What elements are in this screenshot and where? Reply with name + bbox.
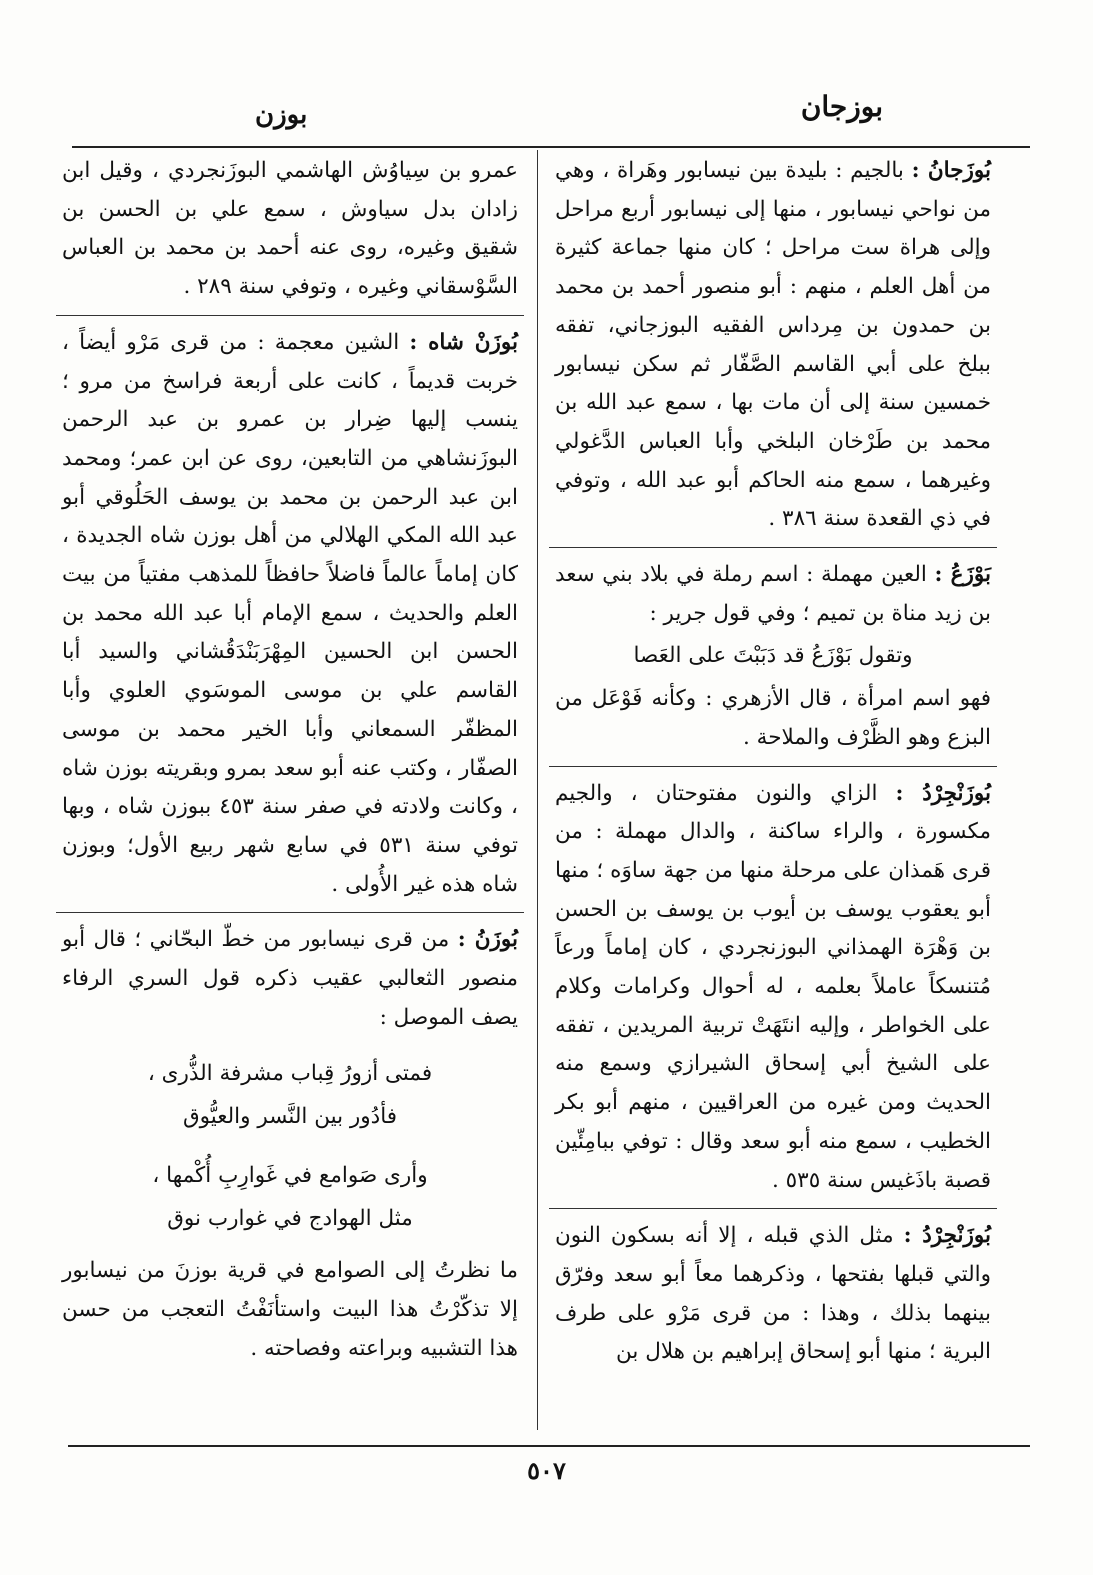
entry-buzanjird [555,775,991,1201]
entry-separator [549,547,997,548]
entry-text: الزاي والنون مفتوحتان ، والجيم مكسورة ، والراء ساكنة ، والدال مهملة : من قرى هَمذان على مرحلة منها من جهة ساوَه ؛ منها أبو يعقوب يوسف بن أيوب بن يوسف بن الحسن بن وَهْرَة الهمذاني البوزنجردي ، كان إماماً ورعاً مُتنسكاً عاملاً بعلمه ، له أحوال وكرامات وكلام على الخواطر ، وإليه انتَهَتْ تربية المريدين ، تفقه على الشيخ أبي إسحاق الشيرازي وسمع منه الحديث ومن غيره من العراقيين ، منهم أبو بكر الخطيب ، سمع منه أبو سعد وقال : توفي ببامِئّين قصبة باذَغيس سنة ٥٣٥ . [555,780,991,1193]
entry-headword: بُوزَجانُ : [911,158,991,183]
header-title-right: بوزجان [800,90,883,123]
verse-hemistich: فمتى أزورُ قِباب مشرفة الذُّرى ، [147,1061,433,1087]
entry-headword: بُوزَنْجِرْدُ : [903,1223,991,1249]
closing-text: ما نظرتُ إلى الصوامع في قرية بوزنَ من نيسابور إلا تذكّرْتُ هذا البيت واستأنَفْتُ التعجب من حسن هذا التشبيه وبراعته وفصاحته . [62,1258,518,1361]
top-rule [72,146,1030,148]
header-title-left: بوزن [255,100,308,130]
entry-buzan [62,921,518,1368]
left-column [62,152,518,1376]
page-number: ٥٠٧ [527,1456,566,1485]
entry-headword: بُوزَنْجِرْدُ : [895,780,991,806]
entry-continuation [62,152,518,307]
entry-headword: بَوْزَعُ : [934,562,991,588]
entry-text: مثل الذي قبله ، إلا أنه بسكون النون والتي قبلها بفتحها ، وذكرهما معاً أبو سعد وفرّق بينهما بذلك ، وهذا : من قرى مَرْو على طرف البرية ؛ منها أبو إسحاق إبراهيم بن هلال بن [555,1223,991,1365]
poem [62,1055,518,1238]
entry-text: عمرو بن سِياوُش الهاشمي البوزَنجردي ، وقيل ابن زادان بدل سياوش ، سمع علي بن الحسن بن شقيق وغيره، روى عنه أحمد بن محمد بن العباس السَّوْسقاني وغيره ، وتوفي سنة ٢٨٩ . [62,158,518,300]
entry-separator [549,1208,997,1209]
entry-buzanjird-2 [555,1217,991,1372]
right-column [555,152,991,1380]
verse-hemistich: مثل الهوادج في غوارب نوق [167,1205,413,1231]
verse-hemistich: وأرى صَوامع في غَوارِبِ أُكْمها ، [152,1162,428,1188]
verse-hemistich: فأدُور بين النَّسر والعيُّوق [182,1104,398,1130]
entry-buzajan [555,152,991,539]
entry-text: العين مهملة : اسم رملة في بلاد بني سعد بن زيد مناة بن تميم ؛ وفي قول جرير : [555,562,991,626]
entry-separator [56,912,524,913]
entry-text-continued: فهو اسم امرأة ، قال الأزهري : وكأنه فَوْعَل من البزع وهو الظَّرْف والملاحة . [555,686,991,750]
running-header [0,78,1093,128]
entry-headword: بُوزَنُ : [457,927,518,953]
entry-headword: بُوزَنْ شاه : [409,329,519,355]
entry-text: الشين معجمة : من قرى مَرْو أيضاً ، خربت قديماً ، كانت على أربعة فراسخ من مرو ؛ ينسب إليها ضِرار بن عمرو بن عبد الرحمن البوزَنشاهي من التابعين، روى عن ابن عمر؛ ومحمد ابن عبد الرحمن بن محمد بن يوسف الحَلُوقي أبو عبد الله المكي الهلالي من أهل بوزن شاه الجديدة ، كان إماماً عالماً فاضلاً حافظاً للمذهب مفتياً من بيت العلم والحديث ، سمع الإمام أبا عبد الله محمد بن الحسن ابن الحسين المِهْرَبَنْدَقُشاني والسيد أبا القاسم علي بن موسى الموسَوي العلوي وأبا المظفّر السمعاني وأبا الخير محمد بن موسى الصفّار ، وكتب عنه أبو سعد بمرو وبقريته بوزن شاه ، وكانت ولادته في صفر سنة ٤٥٣ ببوزن شاه ، وبها توفي سنة ٥٣١ في سابع شهر ربيع الأول؛ وبوزن شاه هذه غير الأُولى . [62,329,518,897]
bottom-rule [68,1445,1030,1447]
entry-text: من قرى نيسابور من خطّ البحّاني ؛ قال أبو منصور الثعالبي عقيب ذكره قول السري الرفاء يصف الموصل : [62,927,518,1030]
verse-line: وتقول بَوْزَعُ قد دَبَبْتَ على العَصا [633,643,913,669]
column-divider [537,150,538,1430]
entry-separator [56,315,524,316]
entry-text: بالجيم : بليدة بين نيسابور وهَراة ، وهي من نواحي نيسابور ، منها إلى نيسابور أربع مراحل وإلى هراة ست مراحل ؛ كان منها جماعة كثيرة من أهل العلم ، منهم : أبو منصور أحمد بن محمد بن حمدون بن مِرداس الفقيه البوزجاني، تفقه ببلخ على أبي القاسم الصَّفّار ثم سكن نيسابور خمسين سنة إلى أن مات بها ، سمع عبد الله بن محمد بن طَرْخان البلخي وأبا العباس الدَّغولي وغيرهما ، سمع منه الحاكم أبو عبد الله ، وتوفي في ذي القعدة سنة ٣٨٦ . [555,158,991,532]
entry-bawza [555,556,991,758]
entry-separator [549,766,997,767]
entry-buzan-shah [62,324,518,905]
